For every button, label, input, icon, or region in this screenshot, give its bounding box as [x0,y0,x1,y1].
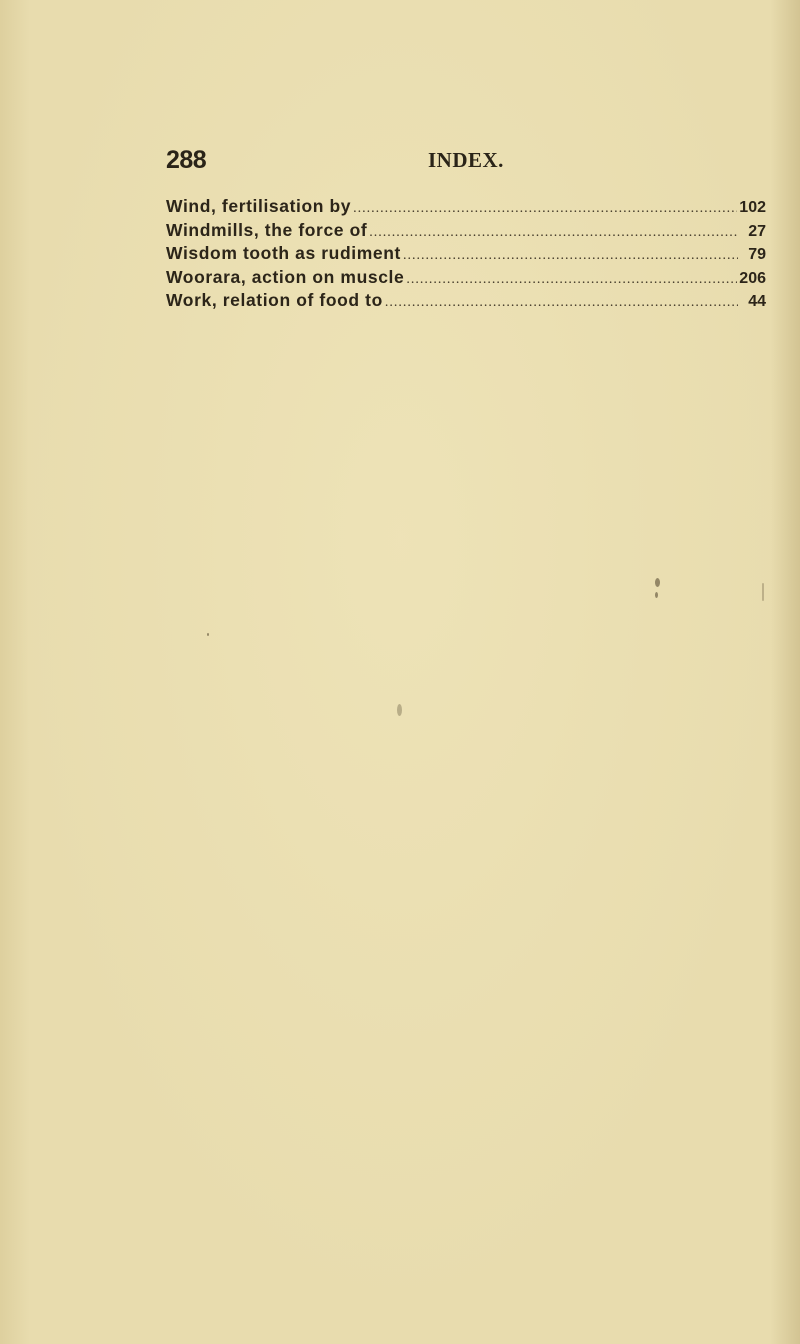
index-entry-term: Wisdom tooth as rudiment [166,243,401,263]
index-entry [166,195,766,219]
index-entry-term: Wind, fertilisation by [166,196,352,216]
index-entry-term: Work, relation of food to [166,290,383,310]
paper-speck [655,592,658,598]
index-entry-page: 79 [748,246,766,263]
dot-leader [385,291,738,315]
dot-leader [406,268,737,292]
dot-leader [353,197,737,221]
dot-leader [369,221,738,245]
running-title: INDEX. [428,148,504,172]
index-entry [166,266,766,290]
index-entry-term: Woorara, action on muscle [166,266,405,287]
index-entry [166,242,766,266]
index-entry-page: 102 [739,199,766,216]
paper-speck [207,633,209,636]
index-entry-page: 27 [748,222,766,240]
index-entry [166,289,766,313]
index-entry-page: 206 [739,269,766,287]
paper-speck [762,583,764,601]
paper-speck [655,578,660,587]
paper-speck [397,704,402,716]
index-list [166,195,766,313]
index-entry-term: Windmills, the force of [166,219,368,240]
index-entry-page: 44 [748,293,766,310]
page-header [166,146,766,176]
index-entry [166,219,766,243]
page-number: 288 [166,146,207,174]
dot-leader [403,244,738,268]
